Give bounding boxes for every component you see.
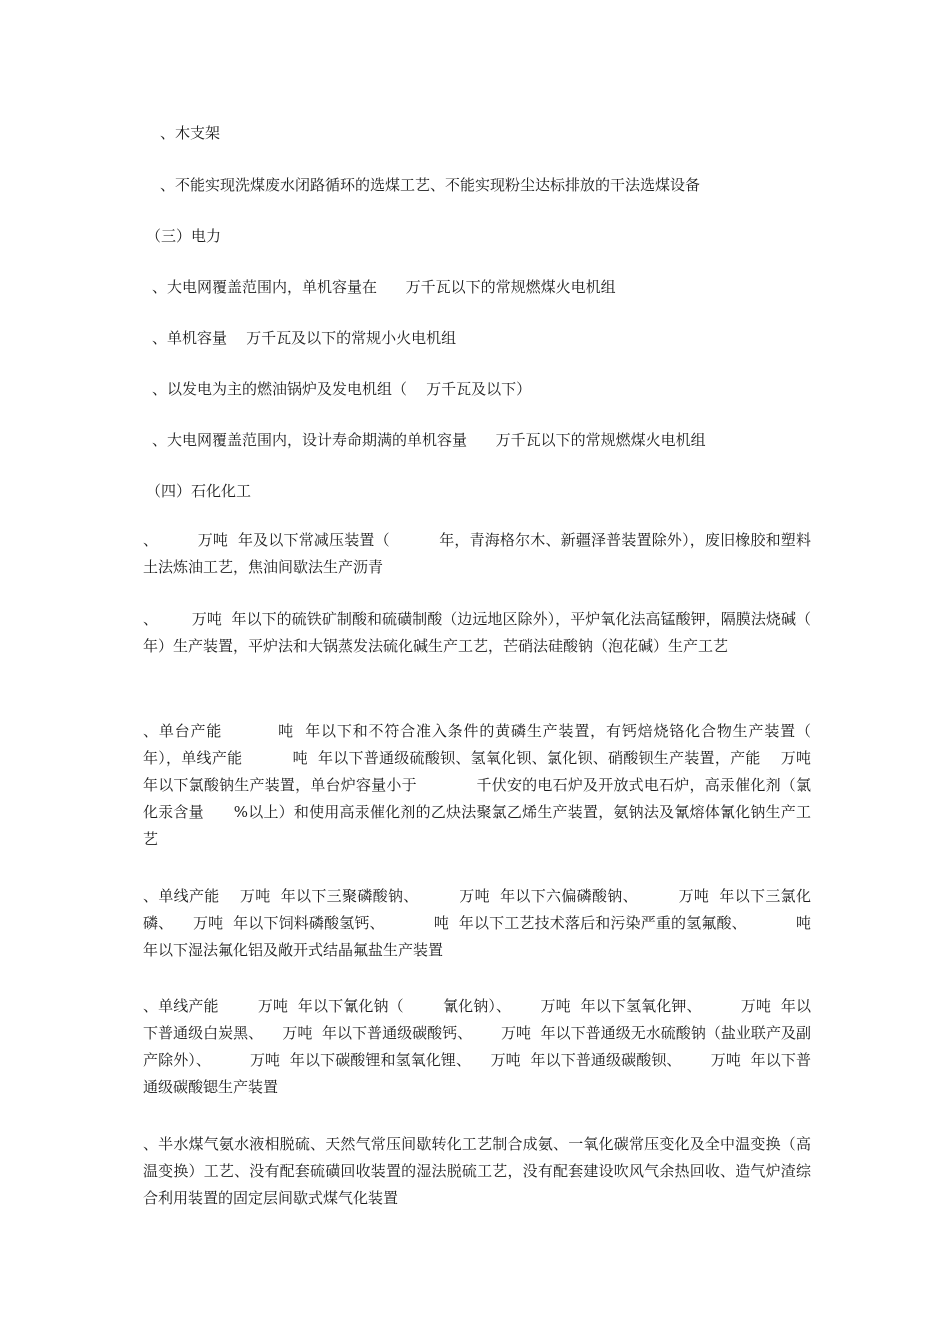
paragraph-phosphates: 、单线产能 万吨 年以下三聚磷酸钠、 万吨 年以下六偏磷酸钠、 万吨 年以下三氯化磷、 万吨 年以下饲料磷酸氢钙、 吨 年以下工艺技术落后和污染严重的氢氟酸、 吨 年以下湿法氟化铝及敞开式结晶氟盐生产装置 — [143, 887, 821, 959]
paragraph-phosphorus: 、单台产能 吨 年以下和不符合准入条件的黄磷生产装置，有钙焙烧铬化合物生产装置（ 年），单线产能 吨 年以下普通级硫酸钡、氢氧化钡、氯化钡、硝酸钡生产装置，产能 万吨 年以下氯酸钠生产装置，单台炉容量小于 千伏安的电石炉及开放式电石炉，高汞催化剂（氯化汞含量 %以上）和使用高汞催化剂的乙炔法聚氯乙烯生产装置，氨钠法及氰熔体氰化钠生产工艺 — [143, 722, 859, 848]
item-coal-washing: 、不能实现洗煤废水闭路循环的选煤工艺、不能实现粉尘达标排放的干法选煤设备 — [160, 176, 701, 194]
item-small-thermal-units: 、单机容量 万千瓦及以下的常规小火电机组 — [152, 329, 457, 347]
paragraph-gas-desulfurization: 、半水煤气氨水液相脱硫、天然气常压间歇转化工艺制合成氨、一氧化碳常压变化及全中温变换（高温变换）工艺、没有配套硫磺回收装置的湿法脱硫工艺，没有配套建设吹风气余热回收、造气炉渣综合利用装置的固定层间歇式煤气化装置 — [143, 1135, 811, 1207]
item-expired-units: 、大电网覆盖范围内，设计寿命期满的单机容量 万千瓦以下的常规燃煤火电机组 — [152, 431, 706, 449]
section-heading-petrochemical: （四）石化化工 — [146, 482, 252, 500]
paragraph-sulfuric-acid: 、 万吨 年以下的硫铁矿制酸和硫磺制酸（边远地区除外），平炉氧化法高锰酸钾，隔膜法烧碱（ 年）生产装置，平炉法和大锅蒸发法硫化碱生产工艺，芒硝法硅酸钠（泡花碱）生产工艺 — [143, 610, 859, 655]
section-heading-electric-power: （三）电力 — [146, 227, 222, 245]
paragraph-refining: 、 万吨 年及以下常减压装置（ 年，青海格尔木、新疆泽普装置除外），废旧橡胶和塑料土法炼油工艺，焦油间歇法生产沥青 — [143, 531, 811, 576]
item-power-grid-units: 、大电网覆盖范围内，单机容量在 万千瓦以下的常规燃煤火电机组 — [152, 278, 616, 296]
paragraph-cyanides: 、单线产能 万吨 年以下氰化钠（ 氰化钠）、 万吨 年以下氢氧化钾、 万吨 年以下普通级白炭黑、 万吨 年以下普通级碳酸钙、 万吨 年以下普通级无水硫酸钠（盐业联产及副产除外）、 万吨 年以下碳酸锂和氢氧化锂、 万吨 年以下普通级碳酸钡、 万吨 年以下普通级碳酸锶生产装置 — [143, 997, 811, 1096]
item-wooden-support: 、木支架 — [160, 124, 221, 142]
item-oil-boilers: 、以发电为主的燃油锅炉及发电机组（ 万千瓦及以下） — [152, 380, 532, 398]
